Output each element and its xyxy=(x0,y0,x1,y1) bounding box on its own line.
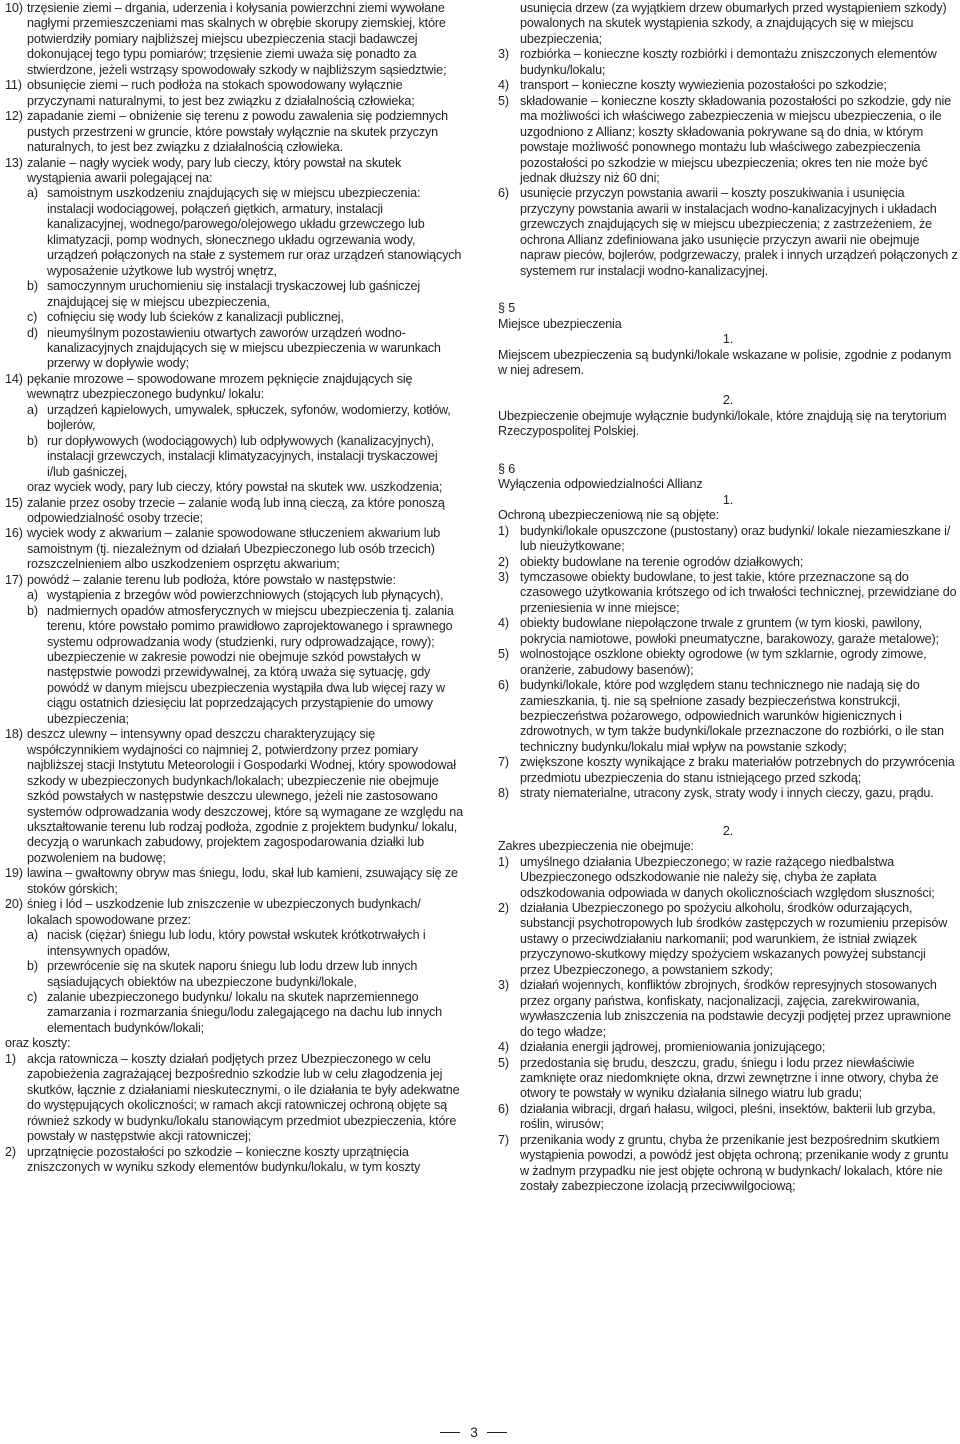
item-letter: a) xyxy=(27,402,38,417)
list-item xyxy=(498,755,958,786)
list-item xyxy=(5,109,463,155)
continued-text: usunięcia drzew (za wyjątkiem drzew obumarłych przed wystąpieniem szkody) powalonych na skutek wystąpienia szkody, a znajdujących się w miejscu ubezpieczenia; xyxy=(520,1,947,46)
item-text: zalanie przez osoby trzecie – zalanie wodą lub inną cieczą, za które ponoszą odpowiedzialność osoby trzecie; xyxy=(27,495,445,525)
sub-list-item xyxy=(27,326,463,372)
item-number: 14) xyxy=(5,371,23,386)
item-number: 2) xyxy=(498,554,509,569)
list-item xyxy=(498,616,958,647)
item-letter: c) xyxy=(27,990,38,1004)
item-text: nacisk (ciężar) śniegu lub lodu, który powstał wskutek krótkotrwałych i intensywnych opadów, xyxy=(47,928,426,958)
item-text: składowanie – konieczne koszty składowania pozostałości po szkodzie, gdy nie ma możliwości ich właściwego zabezpieczenia w miejscu ubezpieczenia, o ile uzgodniono z Allianz; koszty składowania pokrywane są do dnia, w którym powstaje możliwość ponownego montażu lub właściwego zabezpieczenia pozostałości po szkodzie w miejscu ubezpieczenia; okres ten nie może być jednak dłuższy niż 60 dni; xyxy=(520,93,952,185)
item-letter: c) xyxy=(27,310,38,325)
list-item xyxy=(5,1,463,78)
paragraph-text: Miejscem ubezpieczenia są budynki/lokale wskazane w polisie, zgodnie z podanym w niej adresem. xyxy=(498,347,952,377)
item-text: nieumyślnym pozostawieniu otwartych zaworów urządzeń wodno-kanalizacyjnych znajdujących się w miejscu ubezpieczenia w warunkach przerwy w dopływie wody; xyxy=(47,325,441,371)
item-number: 6) xyxy=(498,678,509,693)
section-sign: § 5 xyxy=(498,301,516,316)
item-letter: d) xyxy=(27,325,38,340)
list-item xyxy=(5,78,463,109)
footer-rule-right xyxy=(487,1432,507,1433)
item-number: 13) xyxy=(5,155,23,170)
item-text: tymczasowe obiekty budowlane, to jest takie, które przeznaczone są do czasowego użytkowania krótszego od ich trwałości technicznej, przewidziane do przeniesienia w inne miejsce; xyxy=(520,569,957,615)
section-header xyxy=(498,462,958,493)
item-number: 12) xyxy=(5,109,23,124)
item-number: 2) xyxy=(498,901,509,916)
list-item xyxy=(498,94,958,187)
item-number: 17) xyxy=(5,572,23,587)
item-text: straty niematerialne, utracony zysk, straty wody i innych cieczy, gazu, prądu. xyxy=(520,786,934,801)
list-item xyxy=(5,866,463,897)
item-number: 4) xyxy=(498,616,509,631)
item-text: działań wojennych, konfliktów zbrojnych, środków represyjnych stosowanych przez organy państwa, konfiskaty, nacjonalizacji, zajęcia, zarekwirowania, wywłaszczenia lub zniszczenia na podstawie decyzji podjętej przez uprawnione do tego władze; xyxy=(520,978,952,1039)
paragraph-intro: Ochroną ubezpieczeniową nie są objęte: xyxy=(498,508,720,523)
item-text: transport – konieczne koszty wywiezienia pozostałości po szkodzie; xyxy=(520,78,887,93)
item-text: zwiększone koszty wynikające z braku materiałów potrzebnych do przywrócenia przedmiotu ubezpieczenia do stanu istniejącego przed szkodą; xyxy=(520,755,955,785)
item-text: umyślnego działania Ubezpieczonego; w razie rażącego niedbalstwa Ubezpieczonego odszkodowanie nie należy się, chyba że zapłata odszkodowania odpowiada w danych okolicznościach względom słuszności; xyxy=(520,854,935,900)
list-item xyxy=(498,978,958,1040)
list-item xyxy=(498,647,958,678)
item-number: 8) xyxy=(498,786,509,801)
sub-list-item xyxy=(27,928,463,959)
item-number: 6) xyxy=(498,186,509,201)
item-text: działania Ubezpieczonego po spożyciu alkoholu, środków odurzających, substancji psychotropowych lub środków zastępczych w rozumieniu przepisów ustawy o przeciwdziałaniu narkomanii; pod warunkiem, że istniał związek przyczynowo-skutkowy między spożyciem wskazanych powyżej substancji przez Ubezpieczonego, a powstaniem szkody; xyxy=(520,901,948,977)
item-text: zalanie – nagły wyciek wody, pary lub cieczy, który powstał na skutek wystąpienia awarii polegającej na: xyxy=(27,155,402,185)
sub-list-item xyxy=(27,186,463,279)
item-number: 1) xyxy=(5,1051,16,1066)
sub-list-item xyxy=(27,959,463,990)
sub-list-item xyxy=(27,990,463,1036)
item-text: budynki/lokale opuszczone (pustostany) oraz budynki/ lokale niezamieszkane i/ lub nieużytkowane; xyxy=(520,523,951,554)
item-number: 20) xyxy=(5,897,23,912)
item-number: 18) xyxy=(5,727,23,742)
item-number: 5) xyxy=(498,1055,509,1070)
item-text: deszcz ulewny – intensywny opad deszczu charakteryzujący się współczynnikiem wydajności co najmniej 2, potwierdzony przez pomiary najbliższej stacji Instytutu Meteorologii i Gospodarki Wodnej, który spowodował szkody w ubezpieczonych budynkach/lokalach; ubezpieczenie nie obejmuje szkód powstałych w następstwie deszczu ulewnego, jeżeli nie zastosowano systemów odprowadzania wody deszczowej, które są wymagane ze względu na ukształtowanie terenu lub rodzaj podłoża, zgodnie z projektem budynku/ lokalu, decyzją o warunkach zabudowy, projektem zagospodarowania działki lub pozwoleniem na budowę; xyxy=(27,727,463,865)
list-item xyxy=(498,186,958,279)
sub-list-item xyxy=(27,403,463,434)
right-column xyxy=(498,1,958,1195)
list-item xyxy=(5,1052,463,1145)
item-text: budynki/lokale, które pod względem stanu technicznego nie nadają się do zamieszkania, tj. nie są spełnione zasady bezpieczeństwa konstrukcji, bezpieczeństwa pożarowego, odpowiednich warunków higienicznych i zdrowotnych, w tym także budynki/lokale przeznaczone do rozbiórki, o ile stan techniczny budynku/lokalu miał wpływ na powstanie szkody; xyxy=(520,678,944,754)
item-number: 4) xyxy=(498,1040,509,1055)
item-number: 11) xyxy=(5,78,22,93)
item-text: wystąpienia z brzegów wód powierzchniowych (stojących lub płynących), xyxy=(47,588,444,603)
item-text: zapadanie ziemi – obniżenie się terenu z powodu zawalenia się podziemnych pustych przestrzeni w gruncie, które powstały wyłącznie na skutek przyczyn naturalnych, to jest bez związku z działalnością człowieka. xyxy=(27,109,449,155)
item-number: 6) xyxy=(498,1101,509,1116)
page-number: 3 xyxy=(470,1424,478,1440)
list-item xyxy=(498,47,958,78)
sub-list-item xyxy=(27,279,463,310)
item-text: nadmiernych opadów atmosferycznych w miejscu ubezpieczenia tj. zalania terenu, które powstało pomimo prawidłowo zaprojektowanego i sprawnego systemu odprowadzania wody (studzienki, rury odprowadzające, rowy); ubezpieczenie w zakresie powodzi nie obejmuje szkód powstałych w następstwie powodzi przewidywalnej, za którą uważa się sytuację, gdy powódź w danym miejscu ubezpieczenia wystąpiła dwa lub więcej razy w ciągu ostatnich dziesięciu lat poprzedzających przystąpienie do umowy ubezpieczenia; xyxy=(47,603,454,726)
item-text: działania energii jądrowej, promieniowania jonizującego; xyxy=(520,1040,826,1055)
item-text: uprzątnięcie pozostałości po szkodzie – konieczne koszty uprzątnięcia zniszczonych w wyniku szkody elementów budynku/lokalu, w tym koszty xyxy=(27,1144,421,1174)
item-letter: a) xyxy=(27,928,38,943)
item-text: zalanie ubezpieczonego budynku/ lokalu na skutek naprzemiennego zamarzania i rozmarzania śniegu/lodu zalegającego na dachu lub innych elementach budynków/lokali; xyxy=(47,990,442,1035)
list-item xyxy=(498,855,958,901)
item-text: wyciek wody z akwarium – zalanie spowodowane stłuczeniem akwarium lub samoistnym (tj. niezależnym od działań Ubezpieczonego lub osób trzecich) rozszczelnieniem albo uszkodzeniem osprzętu akwarium; xyxy=(27,526,441,572)
item-text: rur dopływowych (wodociągowych) lub odpływowych (kanalizacyjnych), instalacji grzewczych, instalacji klimatyzacyjnych, instalacji tryskaczowej i/lub gaśniczej, xyxy=(47,433,438,479)
paragraph-text: Ubezpieczenie obejmuje wyłącznie budynki/lokale, które znajdują się na terytorium Rzeczypospolitej Polskiej. xyxy=(498,408,947,439)
item-text: obsunięcie ziemi – ruch podłoża na stokach spowodowany wyłącznie przyczynami naturalnymi, to jest bez związku z działalnością człowieka; xyxy=(27,78,415,108)
item-text: przenikania wody z gruntu, chyba że przenikanie jest bezpośrednim skutkiem wystąpienia powodzi, a powódź jest objęta ochroną; przenikanie wody z gruntu w żadnym przypadku nie jest objęte ochroną w budynkach/ lokalach, które nie zostały zabezpieczone izolacją przeciwwilgociową; xyxy=(520,1132,949,1194)
item-number: 3) xyxy=(498,569,509,584)
paragraph-intro: Zakres ubezpieczenia nie obejmuje: xyxy=(498,839,694,854)
item-number: 16) xyxy=(5,526,23,541)
list-item xyxy=(5,573,463,588)
item-number: 7) xyxy=(498,1132,509,1147)
item-number: 1) xyxy=(498,854,509,869)
item-letter: b) xyxy=(27,959,38,974)
item-text: obiekty budowlane na terenie ogrodów działkowych; xyxy=(520,554,804,569)
item-text: samoczynnym uruchomieniu się instalacji tryskaczowej lub gaśniczej znajdującej się w miejscu ubezpieczenia, xyxy=(47,279,420,309)
item-letter: a) xyxy=(27,588,38,603)
item-text: cofnięciu się wody lub ścieków z kanalizacji publicznej, xyxy=(47,310,344,325)
section-title: Wyłączenia odpowiedzialności Allianz xyxy=(498,477,703,492)
list-item xyxy=(498,524,958,555)
list-item xyxy=(498,1056,958,1102)
item-tail-text: oraz wyciek wody, pary lub cieczy, który powstał na skutek ww. uszkodzenia; xyxy=(27,480,443,495)
list-item xyxy=(498,555,958,570)
list-item xyxy=(498,1040,958,1055)
list-item xyxy=(498,1133,958,1195)
list-item xyxy=(498,570,958,616)
item-text: rozbiórka – konieczne koszty rozbiórki i demontażu zniszczonych elementów budynku/lokalu; xyxy=(520,47,937,77)
item-number: 2) xyxy=(5,1144,16,1159)
list-item xyxy=(5,727,463,866)
list-item xyxy=(5,372,463,403)
item-text: przewrócenie się na skutek naporu śniegu lub lodu drzew lub innych sąsiadujących obiektów na ubezpieczone budynki/lokale, xyxy=(47,959,418,989)
item-number: 15) xyxy=(5,495,23,510)
item-text: obiekty budowlane niepołączone trwale z gruntem (w tym kioski, pawilony, pokrycia namiotowe, powłoki pneumatyczne, barakowozy, garaże metalowe); xyxy=(520,616,939,646)
section-sign: § 6 xyxy=(498,461,516,476)
item-text: urządzeń kąpielowych, umywalek, spłuczek, syfonów, wodomierzy, kotłów, bojlerów, xyxy=(47,402,451,433)
list-item xyxy=(5,156,463,187)
costs-intro: oraz koszty: xyxy=(5,1036,71,1051)
item-number: 1) xyxy=(498,523,509,538)
item-number: 7) xyxy=(498,755,509,770)
list-item xyxy=(5,526,463,572)
item-number: 10) xyxy=(5,1,23,15)
left-column xyxy=(5,1,463,1175)
footer-rule-left xyxy=(440,1432,460,1433)
item-letter: a) xyxy=(27,186,38,201)
paragraph-number: 2. xyxy=(722,393,734,408)
item-number: 5) xyxy=(498,647,509,662)
list-item xyxy=(498,78,958,93)
item-number: 19) xyxy=(5,866,23,881)
item-text: śnieg i lód – uszkodzenie lub zniszczenie w ubezpieczonych budynkach/ lokalach spowodowane przez: xyxy=(27,897,421,927)
item-text: lawina – gwałtowny obryw mas śniegu, lodu, skał lub kamieni, zsuwający się ze stoków górskich; xyxy=(27,866,458,896)
item-text: pękanie mrozowe – spowodowane mrozem pęknięcie znajdujących się wewnątrz ubezpieczonego budynku/ lokalu: xyxy=(27,371,413,402)
item-text: usunięcie przyczyn powstania awarii – koszty poszukiwania i usunięcia przyczyny powstania awarii w instalacjach wodno-kanalizacyjnych i układach grzewczych znajdujących się w miejscu ubezpieczenia; z zastrzeżeniem, że ochrona Allianz zdefiniowana jako usunięcie przyczyn awarii nie obejmuje napraw pieców, bojlerów, podgrzewaczy, pralek i innych urządzeń połączonych z systemem rur instalacji wodno-kanalizacyjnej. xyxy=(520,186,958,278)
sub-list-item xyxy=(27,588,463,603)
item-letter: b) xyxy=(27,279,38,294)
list-item xyxy=(498,678,958,755)
item-text: działania wibracji, drgań hałasu, wilgoci, pleśni, insektów, bakterii lub grzyba, roślin, wirusów; xyxy=(520,1101,936,1132)
item-letter: b) xyxy=(27,433,38,448)
list-item xyxy=(498,1102,958,1133)
sub-list-item xyxy=(27,434,463,480)
section-title: Miejsce ubezpieczenia xyxy=(498,316,622,331)
item-text: samoistnym uszkodzeniu znajdujących się w miejscu ubezpieczenia: instalacji wodociągowej, połączeń giętkich, armatury, instalacji kanalizacyjnej, wodnego/parowego/olejowego układu grzewczego lub klimatyzacji, pomp wodnych, słonecznego układu ogrzewania wody, urządzeń połączonych na stałe z systemem rur oraz urządzeń stanowiących wyposażenie użytkowe lub wystrój wnętrz, xyxy=(47,186,462,278)
page-footer xyxy=(0,1424,960,1444)
item-text: przedostania się brudu, deszczu, gradu, śniegu i lodu przez niewłaściwie zamknięte oraz niedomknięte okna, drzwi zewnętrzne i inne otwory, chyba że otwory te powstały w wyniku działania silnego wiatru lub gradu; xyxy=(520,1055,939,1101)
item-text: powódź – zalanie terenu lub podłoża, które powstało w następstwie: xyxy=(27,572,396,587)
item-number: 3) xyxy=(498,978,509,993)
sub-list-item xyxy=(27,604,463,728)
paragraph-number: 2. xyxy=(722,823,734,838)
item-letter: b) xyxy=(27,603,38,618)
item-text: akcja ratownicza – koszty działań podjętych przez Ubezpieczonego w celu zapobieżenia zagrażającej bezpośrednio szkodzie lub w celu złagodzenia jej skutków, łącznie z działaniami nieskutecznymi, o ile działania te były adekwatne do występujących okoliczności; w ramach akcji ratowniczej ochroną objęte są również szkody w budynku/lokalu stanowiącym przedmiot ubezpieczenia, które powstały w następstwie akcji ratowniczej; xyxy=(27,1051,460,1144)
item-number: 3) xyxy=(498,47,509,62)
list-item xyxy=(5,496,463,527)
list-item xyxy=(5,897,463,928)
item-text: wolnostojące oszklone obiekty ogrodowe (w tym szklarnie, ogrody zimowe, oranżerie, zabudowy basenów); xyxy=(520,647,927,677)
list-item xyxy=(498,786,958,801)
item-number: 4) xyxy=(498,78,509,93)
item-number: 5) xyxy=(498,93,509,108)
item-text: trzęsienie ziemi – drgania, uderzenia i kołysania powierzchni ziemi wywołane nagłymi przemieszczeniami mas skalnych w obrębie skorupy ziemskiej, które potwierdziły pomiary najbliższej miejscu ubezpieczenia stacji badawczej dokonującej tego typu pomiarów; trzęsienie ziemi uważa się ponadto za stwierdzone, jeżeli wstrząsy spowodowały szkody w najbliższym sąsiedztwie; xyxy=(27,1,447,77)
section-header xyxy=(498,301,958,332)
paragraph-number: 1. xyxy=(722,492,734,507)
paragraph-number: 1. xyxy=(722,332,734,347)
list-item xyxy=(498,901,958,978)
list-item xyxy=(5,1145,463,1176)
sub-list-item xyxy=(27,310,463,325)
